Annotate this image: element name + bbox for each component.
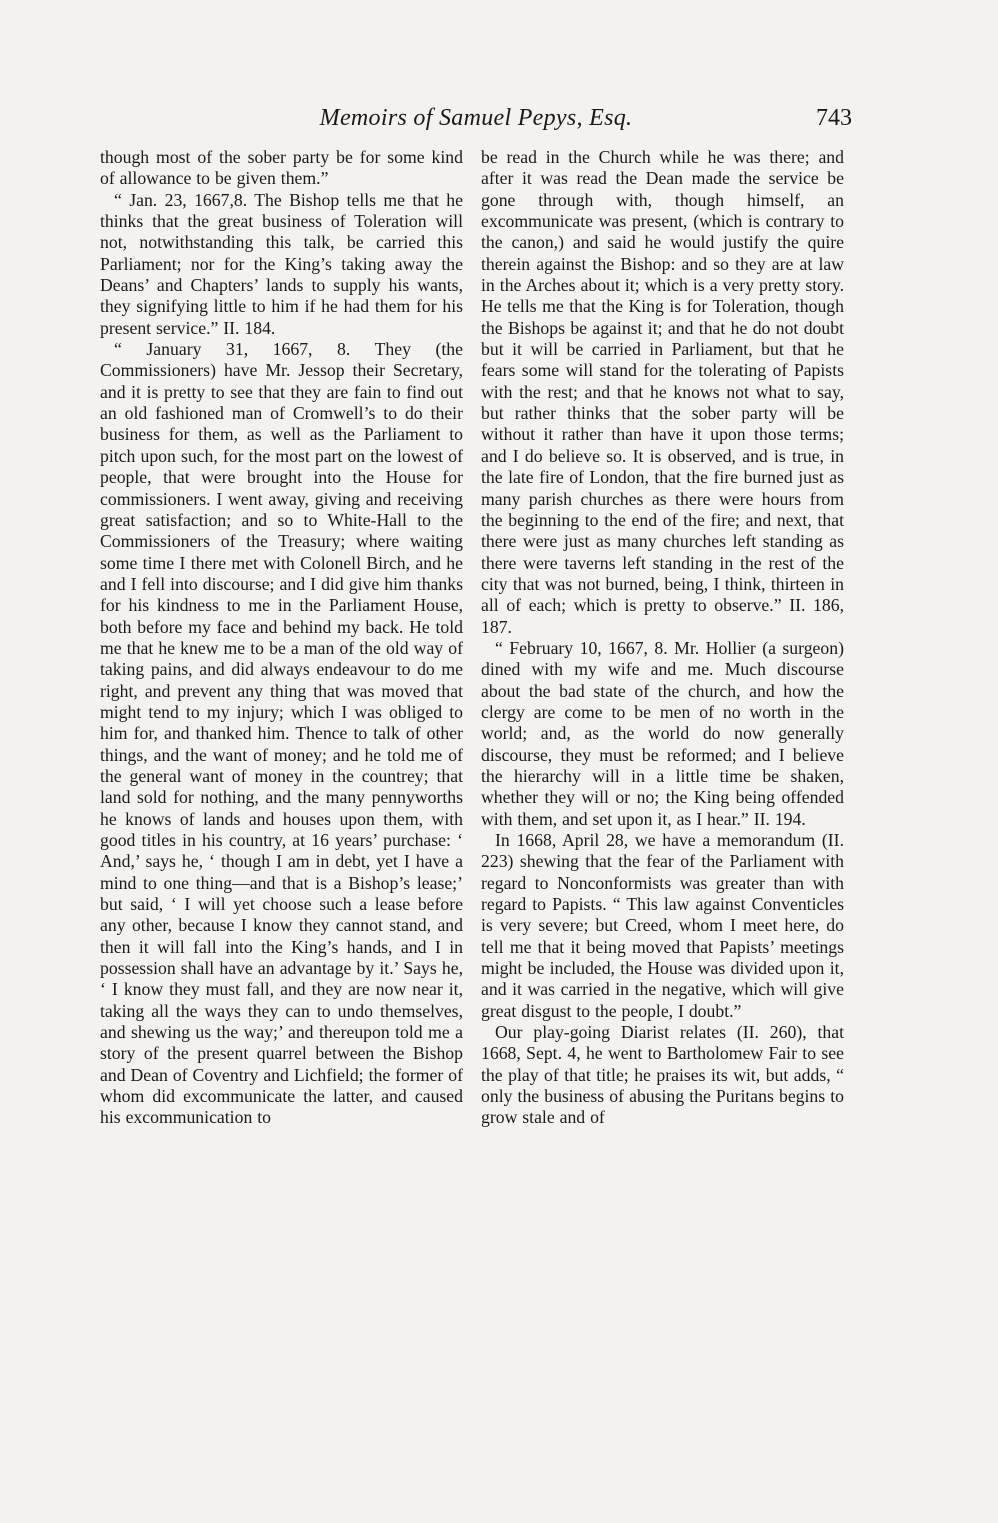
paragraph: “ January 31, 1667, 8. They (the Commissioners) have Mr. Jessop their Secretary, and it is pretty to see that they are fain to find out an old fashioned man of Cromwell’s to do their business for them, as well as the Parliament to pitch upon such, for the most part on the lowest of people, that were brought into the House for commissioners. I went away, giving and receiving great satisfaction; and so to White-Hall to the Commissioners of the Treasury; where waiting some time I there met with Colonell Birch, and he and I fell into discourse; and I did give him thanks for his kindness to me in the Parliament House, both before my face and behind my back. He told me that he knew me to be a man of the old way of taking pains, and did always endeavour to do me right, and prevent any thing that was moved that might tend to my injury; which I was obliged to him for, and thanked him. Thence to talk of other things, and the want of money; and he told me of the general want of money in the countrey; that land sold for nothing, and the many pennyworths he knows of lands and houses upon them, with good titles in his country, at 16 years’ purchase: ‘ And,’ says he, ‘ though I am in debt, yet I have a mind to one thing—and that is a Bishop’s lease;’ but said, ‘ I will yet choose such a lease before any other, because I know they cannot stand, and then it will fall into the King’s hands, and I in possession shall have an advantage by it.’ Says he, ‘ I know they must fall, and they are now near it, taking all the ways they can to undo themselves, and shewing us the way;’ and thereupon told me a story of the present quarrel between the Bishop and Dean of Coventry and Lichfield; the former of whom did excommunicate the latter, and caused his excommunication to bbox=[100, 339, 463, 1128]
right-column bbox=[481, 147, 844, 1129]
paragraph: be read in the Church while he was there; and after it was read the Dean made the service be gone through with, though himself, an excommunicate was present, (which is contrary to the canon,) and said he would justify the quire therein against the Bishop: and so they are at law in the Arches about it; which is a very pretty story. He tells me that the King is for Toleration, though the Bishops be against it; and that he do not doubt but it will be carried in Parliament, but that he fears some will stand for the tolerating of Papists with the rest; and that he knows not what to say, but rather thinks that the sober party will be without it rather than have it upon those terms; and I do believe so. It is observed, and is true, in the late fire of London, that the fire burned just as many parish churches as there were hours from the beginning to the end of the fire; and next, that there were just as many churches left standing as there were taverns left standing in the rest of the city that was not burned, being, I think, thirteen in all of each; which is pretty to observe.” II. 186, 187. bbox=[481, 147, 844, 637]
left-column bbox=[100, 147, 463, 1129]
paragraph: though most of the sober party be for some kind of allowance to be given them.” bbox=[100, 147, 463, 189]
paragraph: Our play-going Diarist relates (II. 260), that 1668, Sept. 4, he went to Bartholomew Fair to see the play of that title; he praises its wit, but adds, “ only the business of abusing the Puritans begins to grow stale and of bbox=[481, 1022, 844, 1128]
paragraph: “ Jan. 23, 1667,8. The Bishop tells me that he thinks that the great business of Toleration will not, notwithstanding this talk, be carried this Parliament; nor for the King’s taking away the Deans’ and Chapters’ lands to supply his wants, they signifying little to him if he had them for his present service.” II. 184. bbox=[100, 189, 463, 338]
paragraph: “ February 10, 1667, 8. Mr. Hollier (a surgeon) dined with my wife and me. Much discourse about the bad state of the church, and how the clergy are come to be men of no worth in the world; and, as the world do now generally discourse, they must be reformed; and I believe the hierarchy will in a little time be shaken, whether they will or no; the King being offended with them, and set upon it, as I hear.” II. 194. bbox=[481, 637, 844, 829]
running-header bbox=[100, 100, 852, 136]
running-title: Memoirs of Samuel Pepys, Esq. bbox=[319, 105, 633, 131]
page-number: 743 bbox=[816, 105, 852, 131]
paragraph: In 1668, April 28, we have a memorandum (II. 223) shewing that the fear of the Parliament with regard to Nonconformists was greater than with regard to Papists. “ This law against Conventicles is very severe; but Creed, whom I meet here, do tell me that it being moved that Papists’ meetings might be included, the House was divided upon it, and it was carried in the negative, which will give great disgust to the people, I doubt.” bbox=[481, 830, 844, 1021]
